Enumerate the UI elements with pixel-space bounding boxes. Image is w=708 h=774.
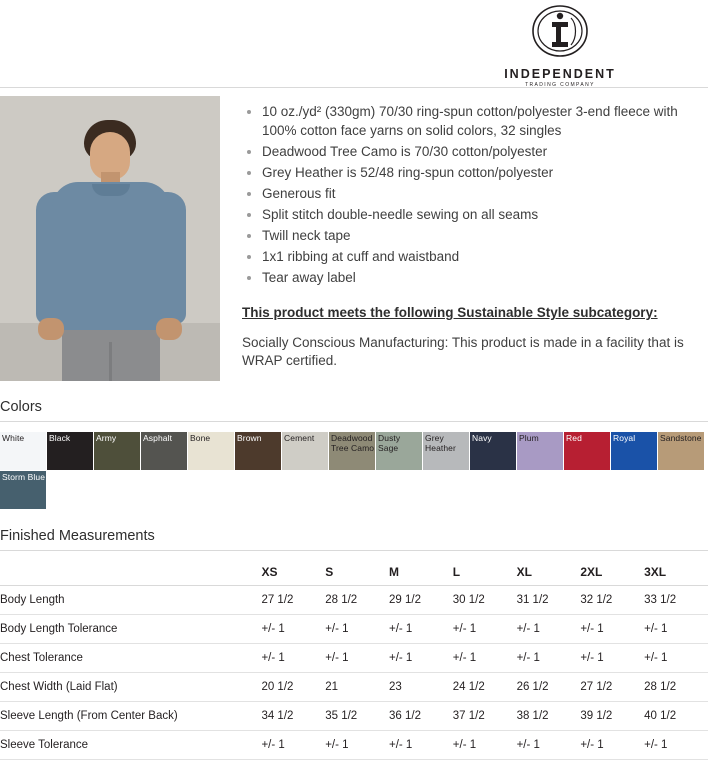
table-row <box>0 615 708 644</box>
cell: 38 1/2 <box>517 702 581 731</box>
color-swatch[interactable] <box>376 432 422 470</box>
color-swatch-label: Dusty Sage <box>378 433 401 453</box>
list-item: 10 oz./yd² (330gm) 70/30 ring-spun cotton/polyester 3-end fleece with 100% cotton face yarns on solid colors, 32 singles <box>242 102 688 140</box>
table-header-row <box>0 557 708 586</box>
cell: 31 1/2 <box>517 586 581 615</box>
cell: +/- 1 <box>453 731 517 760</box>
color-swatch[interactable] <box>141 432 187 470</box>
colors-section <box>0 422 708 510</box>
color-swatch-label: Royal <box>613 433 636 443</box>
cell <box>580 760 644 774</box>
list-item: Deadwood Tree Camo is 70/30 cotton/polyester <box>242 142 688 161</box>
color-swatch-label: Deadwood Tree Camo <box>331 433 375 453</box>
color-swatch[interactable] <box>564 432 610 470</box>
cell: +/- 1 <box>644 731 708 760</box>
color-swatch[interactable] <box>282 432 328 470</box>
cell: +/- 1 <box>517 644 581 673</box>
color-swatch-label: Grey Heather <box>425 433 456 453</box>
table-row <box>0 673 708 702</box>
colors-section-title: Colors <box>0 391 708 422</box>
cell: +/- 1 <box>644 644 708 673</box>
cell <box>261 760 325 774</box>
size-header-2xl: 2XL <box>580 557 644 586</box>
feature-list <box>242 102 688 287</box>
cell: +/- 1 <box>261 644 325 673</box>
table-row <box>0 702 708 731</box>
cell: 33 1/2 <box>644 586 708 615</box>
color-swatch-row <box>0 432 708 510</box>
size-header-s: S <box>325 557 389 586</box>
cell: 37 1/2 <box>453 702 517 731</box>
size-header-3xl: 3XL <box>644 557 708 586</box>
cell: 28 1/2 <box>325 586 389 615</box>
cell: 35 1/2 <box>325 702 389 731</box>
color-swatch[interactable] <box>611 432 657 470</box>
table-row <box>0 586 708 615</box>
cell: +/- 1 <box>325 615 389 644</box>
color-swatch-label: Plum <box>519 433 539 443</box>
cell: 23 <box>389 673 453 702</box>
cell <box>325 760 389 774</box>
color-swatch[interactable] <box>188 432 234 470</box>
table-row <box>0 760 708 774</box>
color-swatch[interactable] <box>235 432 281 470</box>
cell: +/- 1 <box>517 615 581 644</box>
color-swatch-label: Army <box>96 433 117 443</box>
cell: +/- 1 <box>389 615 453 644</box>
measurements-table <box>0 557 708 774</box>
size-header-m: M <box>389 557 453 586</box>
row-label: Body Length <box>0 586 261 615</box>
cell <box>453 760 517 774</box>
cell: 27 1/2 <box>261 586 325 615</box>
cell <box>517 760 581 774</box>
product-image <box>0 96 220 381</box>
cell: +/- 1 <box>261 731 325 760</box>
row-label <box>0 760 261 774</box>
color-swatch-label: Sandstone <box>660 433 702 443</box>
list-item: Split stitch double-needle sewing on all seams <box>242 205 688 224</box>
color-swatch[interactable] <box>517 432 563 470</box>
sustainable-style-heading: This product meets the following Sustainable Style subcategory: <box>242 305 658 320</box>
color-swatch[interactable] <box>658 432 704 470</box>
row-label: Body Length Tolerance <box>0 615 261 644</box>
product-section <box>0 88 708 381</box>
cell: 30 1/2 <box>453 586 517 615</box>
brand-name: INDEPENDENT <box>504 67 616 81</box>
cell: +/- 1 <box>580 731 644 760</box>
color-swatch[interactable] <box>0 471 46 509</box>
cell: +/- 1 <box>453 615 517 644</box>
list-item: 1x1 ribbing at cuff and waistband <box>242 247 688 266</box>
row-label: Chest Tolerance <box>0 644 261 673</box>
sustainable-style-body: Socially Conscious Manufacturing: This product is made in a facility that is WRAP certified. <box>242 335 684 368</box>
color-swatch[interactable] <box>0 432 46 470</box>
color-swatch-label: White <box>2 433 25 443</box>
cell: 39 1/2 <box>580 702 644 731</box>
cell: +/- 1 <box>325 731 389 760</box>
row-label: Chest Width (Laid Flat) <box>0 673 261 702</box>
size-header-l: L <box>453 557 517 586</box>
color-swatch-label: Red <box>566 433 582 443</box>
list-item: Generous fit <box>242 184 688 203</box>
color-swatch[interactable] <box>94 432 140 470</box>
cell: +/- 1 <box>580 644 644 673</box>
cell: +/- 1 <box>644 615 708 644</box>
cell: 27 1/2 <box>580 673 644 702</box>
cell: +/- 1 <box>389 644 453 673</box>
cell <box>644 760 708 774</box>
color-swatch-label: Navy <box>472 433 492 443</box>
color-swatch-label: Black <box>49 433 71 443</box>
product-features <box>220 96 708 381</box>
cell: +/- 1 <box>261 615 325 644</box>
cell: 28 1/2 <box>644 673 708 702</box>
cell: 29 1/2 <box>389 586 453 615</box>
color-swatch-label: Storm Blue <box>2 472 46 482</box>
measurement-name-header <box>0 557 261 586</box>
cell: +/- 1 <box>389 731 453 760</box>
cell: 32 1/2 <box>580 586 644 615</box>
color-swatch[interactable] <box>329 432 375 470</box>
color-swatch-label: Brown <box>237 433 262 443</box>
row-label: Sleeve Tolerance <box>0 731 261 760</box>
cell: +/- 1 <box>453 644 517 673</box>
color-swatch[interactable] <box>423 432 469 470</box>
cell: 34 1/2 <box>261 702 325 731</box>
size-header-xs: XS <box>261 557 325 586</box>
cell: 24 1/2 <box>453 673 517 702</box>
list-item: Tear away label <box>242 268 688 287</box>
cell: +/- 1 <box>580 615 644 644</box>
cell: 36 1/2 <box>389 702 453 731</box>
brand-tagline: TRADING COMPANY <box>525 82 595 88</box>
independent-monogram-icon <box>490 4 630 65</box>
table-row <box>0 731 708 760</box>
cell: 20 1/2 <box>261 673 325 702</box>
cell: 21 <box>325 673 389 702</box>
color-swatch[interactable] <box>47 432 93 470</box>
list-item: Grey Heather is 52/48 ring-spun cotton/polyester <box>242 163 688 182</box>
cell <box>389 760 453 774</box>
color-swatch-label: Bone <box>190 433 211 443</box>
table-row <box>0 644 708 673</box>
size-header-xl: XL <box>517 557 581 586</box>
measurements-section-title: Finished Measurements <box>0 520 708 551</box>
row-label: Sleeve Length (From Center Back) <box>0 702 261 731</box>
page-header <box>0 0 708 88</box>
brand-logo <box>490 4 630 88</box>
color-swatch[interactable] <box>470 432 516 470</box>
list-item: Twill neck tape <box>242 226 688 245</box>
cell: 26 1/2 <box>517 673 581 702</box>
color-swatch-label: Cement <box>284 433 315 443</box>
cell: +/- 1 <box>517 731 581 760</box>
cell: +/- 1 <box>325 644 389 673</box>
cell: 40 1/2 <box>644 702 708 731</box>
color-swatch-label: Asphalt <box>143 433 173 443</box>
